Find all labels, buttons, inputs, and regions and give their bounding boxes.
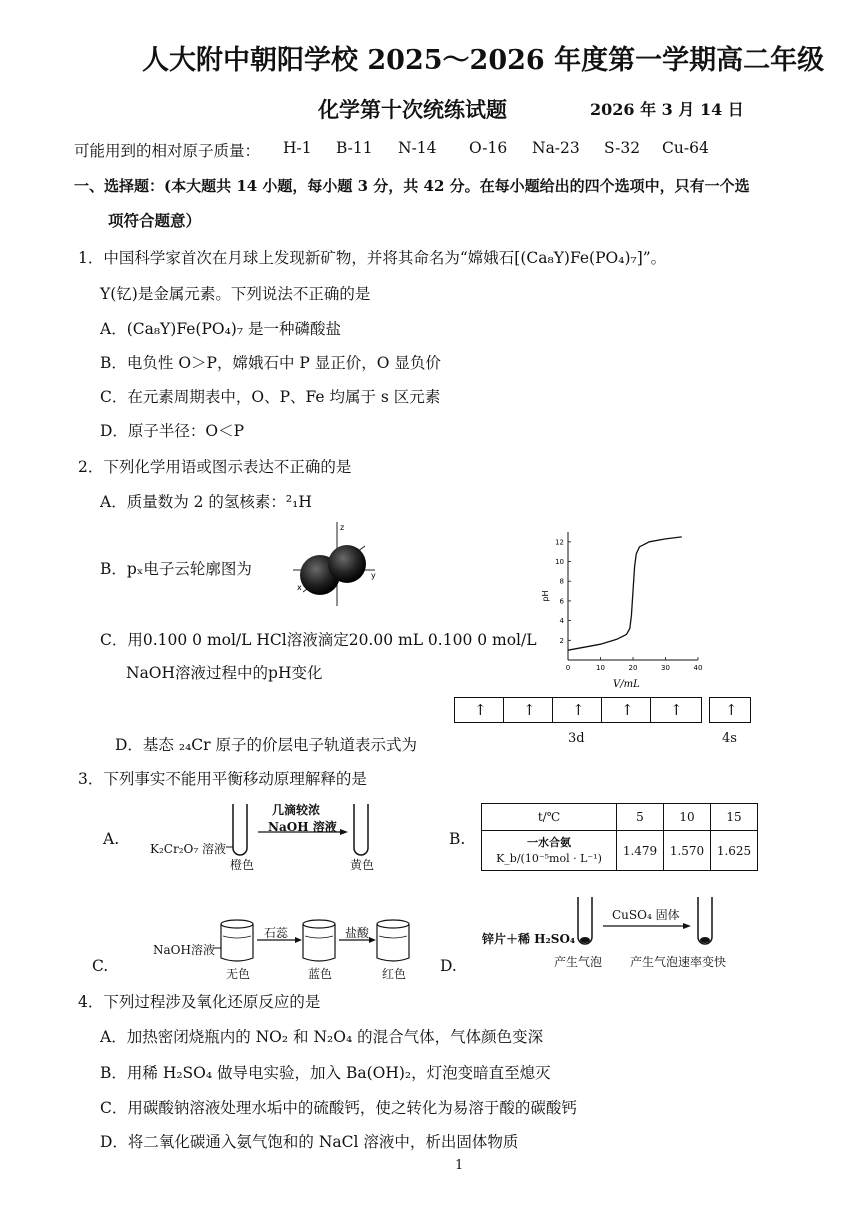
ph-curve xyxy=(568,537,682,650)
atomic-mass-item: S-32 xyxy=(604,139,641,157)
q2-stem: 2．下列化学用语或图示表达不正确的是 xyxy=(78,458,352,476)
table-cell: 1.625 xyxy=(711,831,758,871)
y-tick-label: 10 xyxy=(555,558,564,567)
q2-option-c: C．用0.100 0 mol/L HCl溶液滴定20.00 mL 0.100 0 mol/L xyxy=(100,631,537,649)
q3c-color-colorless: 无色 xyxy=(226,967,251,981)
q3-option-a-label: A. xyxy=(103,830,120,848)
q3c-color-blue: 蓝色 xyxy=(308,967,333,981)
table-row-label: K_b/(10⁻⁵mol · L⁻¹) xyxy=(496,851,602,865)
q3-stem: 3．下列事实不能用平衡移动原理解释的是 xyxy=(78,770,367,788)
atomic-mass-item: N-14 xyxy=(398,139,437,157)
section-instructions: 一、选择题：(本大题共 14 小题，每小题 3 分，共 42 分。在每小题给出的四个选项中，只有一个选 xyxy=(74,177,750,195)
q2-option-c-cont: NaOH溶液过程中的pH变化 xyxy=(126,664,323,682)
q1-option-d: D．原子半径：O＜P xyxy=(100,422,245,440)
q1-option-c: C．在元素周期表中，O、P、Fe 均属于 s 区元素 xyxy=(100,388,441,406)
table-cell: 1.570 xyxy=(664,831,711,871)
q3-option-c-label: C. xyxy=(92,957,109,975)
q3a-color-orange: 橙色 xyxy=(230,858,255,872)
page-number: 1 xyxy=(455,1158,464,1173)
q3c-reagent-hcl: 盐酸 xyxy=(345,926,370,940)
q2-option-a: A．质量数为 2 的氢核素：²₁H xyxy=(100,493,312,511)
q3c-reagent-litmus: 石蕊 xyxy=(264,926,289,940)
orbital-4s-box xyxy=(709,697,751,723)
q3d-result-faster: 产生气泡速率变快 xyxy=(630,955,727,969)
orbital-divider xyxy=(503,698,504,722)
q3d-result-bubbles: 产生气泡 xyxy=(554,955,603,969)
q3-option-d-label: D. xyxy=(440,957,457,975)
orbital-divider xyxy=(552,698,553,722)
q3a-solution-label: K₂Cr₂O₇ 溶液 xyxy=(150,842,226,856)
q3d-reagent-cuso4: CuSO₄ 固体 xyxy=(612,908,680,922)
x-tick-label: 10 xyxy=(596,664,605,672)
axis-y-label: y xyxy=(371,571,376,580)
exam-date: 2026 年 3 月 14 日 xyxy=(590,100,744,119)
y-tick-label: 4 xyxy=(559,617,564,626)
y-tick-label: 6 xyxy=(559,597,564,606)
table-header-cell: t/℃ xyxy=(482,804,617,831)
q3d-reactants-label: 锌片＋稀 H₂SO₄ xyxy=(482,932,576,946)
x-tick-label: 20 xyxy=(628,664,638,672)
q4-option-c: C．用碳酸钠溶液处理水垢中的硫酸钙，使之转化为易溶于酸的碳酸钙 xyxy=(100,1099,577,1117)
table-header-cell: 10 xyxy=(664,804,711,831)
y-tick-label: 12 xyxy=(555,538,564,547)
x-tick-label: 40 xyxy=(693,664,703,672)
q2-option-d: D．基态 ₂₄Cr 原子的价层电子轨道表示式为 xyxy=(115,736,417,754)
x-tick-label: 30 xyxy=(661,664,670,672)
q3c-color-red: 红色 xyxy=(382,967,407,981)
q1-option-b: B．电负性 O＞P，嫦娥石中 P 显正价，O 显负价 xyxy=(100,354,441,372)
orbital-3d-boxes xyxy=(454,697,702,723)
q4-option-b: B．用稀 H₂SO₄ 做导电实验，加入 Ba(OH)₂，灯泡变暗直至熄灭 xyxy=(100,1064,551,1082)
q3a-reagent-bottom: NaOH 溶液 xyxy=(268,820,337,834)
q3d-tubes-diagram xyxy=(575,893,725,953)
orbital-4s-label: 4s xyxy=(722,731,737,746)
q4-stem: 4．下列过程涉及氧化还原反应的是 xyxy=(78,993,321,1011)
atomic-mass-item: O-16 xyxy=(469,139,508,157)
q3a-reagent-top: 几滴较浓 xyxy=(272,803,321,817)
atomic-mass-item: H-1 xyxy=(283,139,312,157)
section-instructions-cont: 项符合题意） xyxy=(108,211,202,230)
axis-z-label: z xyxy=(340,523,345,532)
table-cell: 1.479 xyxy=(617,831,664,871)
q1-stem: 1．中国科学家首次在月球上发现新矿物，并将其命名为“嫦娥石[(Ca₈Y)Fe(PO₄)₇]”。 xyxy=(78,249,667,267)
px-orbital-diagram xyxy=(285,520,380,610)
x-axis-title: V/mL xyxy=(613,679,640,690)
x-tick-label: 0 xyxy=(565,664,571,672)
exam-subtitle: 化学第十次统练试题 xyxy=(318,97,507,122)
spin-up-arrow: ↑ xyxy=(670,701,683,719)
axis-x-label: x xyxy=(297,583,302,592)
atomic-masses-label: 可能用到的相对原子质量： xyxy=(74,142,261,160)
orbital-divider xyxy=(601,698,602,722)
q1-option-a: A．(Ca₈Y)Fe(PO₄)₇ 是一种磷酸盐 xyxy=(100,320,341,338)
table-header-cell: 15 xyxy=(711,804,758,831)
q3a-color-yellow: 黄色 xyxy=(350,858,375,872)
orbital-3d-label: 3d xyxy=(568,731,585,746)
q4-option-d: D．将二氧化碳通入氨气饱和的 NaCl 溶液中，析出固体物质 xyxy=(100,1133,519,1151)
q3b-kb-table xyxy=(481,803,758,871)
q4-option-a: A．加热密闭烧瓶内的 NO₂ 和 N₂O₄ 的混合气体，气体颜色变深 xyxy=(100,1028,544,1046)
spin-up-arrow: ↑ xyxy=(725,701,738,719)
y-tick-label: 2 xyxy=(559,636,564,645)
spin-up-arrow: ↑ xyxy=(474,701,487,719)
titration-curve-chart xyxy=(538,520,708,690)
y-axis-title: pH xyxy=(541,590,550,602)
atomic-mass-item: B-11 xyxy=(336,139,373,157)
spin-up-arrow: ↑ xyxy=(572,701,585,719)
q3c-solution-label: NaOH溶液 xyxy=(153,943,215,957)
y-tick-label: 8 xyxy=(559,577,564,586)
table-row-label: 一水合氨 xyxy=(527,835,571,849)
q1-stem-cont: Y(钇)是金属元素。下列说法不正确的是 xyxy=(100,285,371,303)
orbital-divider xyxy=(650,698,651,722)
spin-up-arrow: ↑ xyxy=(523,701,536,719)
atomic-mass-item: Na-23 xyxy=(532,139,580,157)
q2-option-b: B．pₓ电子云轮廓图为 xyxy=(100,560,252,578)
q3-option-b-label: B. xyxy=(449,830,466,848)
table-header-cell: 5 xyxy=(617,804,664,831)
atomic-mass-item: Cu-64 xyxy=(662,139,709,157)
spin-up-arrow: ↑ xyxy=(621,701,634,719)
page-title: 人大附中朝阳学校 2025～2026 年度第一学期高二年级 xyxy=(142,45,825,76)
